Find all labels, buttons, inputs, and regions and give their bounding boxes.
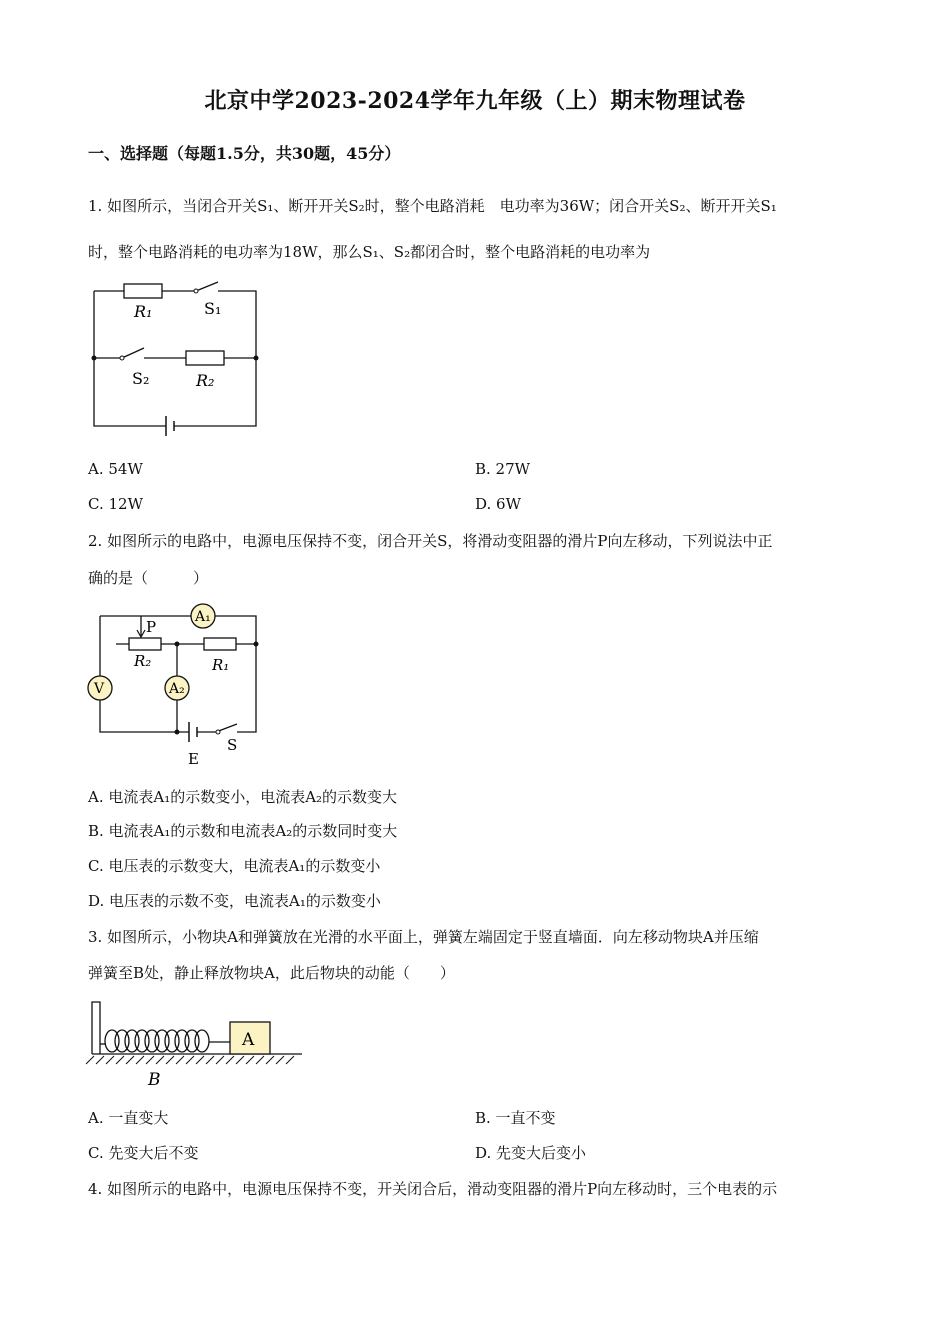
- q3-option-c: C. 先变大后不变: [88, 1144, 199, 1162]
- q2-text-line2: 确的是（ ）: [88, 569, 209, 587]
- q2-r2-label: R₂: [134, 652, 152, 670]
- q2-ammeter-a1-label: A₁: [195, 609, 211, 625]
- q1-option-c: C. 12W: [88, 495, 143, 513]
- q2-option-c: C. 电压表的示数变大，电流表A₁的示数变小: [88, 857, 381, 875]
- q1-option-d: D. 6W: [475, 495, 521, 513]
- q1-s2-label: S₂: [132, 369, 150, 388]
- section-heading: 一、选择题（每题1.5分，共30题，45分）: [88, 144, 401, 163]
- q3-spring-diagram: [84, 996, 310, 1090]
- q3-text-line1: 3. 如图所示，小物块A和弹簧放在光滑的水平面上，弹簧左端固定于竖直墙面．向左移动物块A并压缩: [88, 928, 759, 946]
- q2-voltmeter-label: V: [94, 681, 105, 697]
- q2-source-e-label: E: [188, 750, 199, 768]
- q2-slider-p-label: P: [146, 618, 157, 636]
- q4-text-line1: 4. 如图所示的电路中，电源电压保持不变，开关闭合后，滑动变阻器的滑片P向左移动时，三个电表的示: [88, 1180, 778, 1198]
- q2-text-line1: 2. 如图所示的电路中，电源电压保持不变，闭合开关S，将滑动变阻器的滑片P向左移动，下列说法中正: [88, 532, 773, 550]
- q2-option-d: D. 电压表的示数不变，电流表A₁的示数变小: [88, 892, 381, 910]
- q1-circuit-diagram: [84, 276, 274, 446]
- page-title: 北京中学2023-2024学年九年级（上）期末物理试卷: [204, 88, 746, 114]
- q3-option-a: A. 一直变大: [88, 1109, 169, 1127]
- q1-s1-label: S₁: [204, 299, 222, 318]
- q3-block-label: A: [242, 1030, 255, 1050]
- q1-text-line1: 1. 如图所示，当闭合开关S₁、断开开关S₂时，整个电路消耗 电功率为36W；闭合开关S₂、断开开关S₁: [88, 197, 777, 215]
- q2-option-b: B. 电流表A₁的示数和电流表A₂的示数同时变大: [88, 822, 398, 840]
- q2-r1-label: R₁: [212, 656, 230, 674]
- q1-option-a: A. 54W: [88, 460, 143, 478]
- q1-text-line2: 时，整个电路消耗的电功率为18W，那么S₁、S₂都闭合时，整个电路消耗的电功率为: [88, 243, 651, 261]
- q3-point-b-label: B: [148, 1070, 161, 1090]
- q2-circuit-diagram: [86, 600, 272, 772]
- q1-r1-label: R₁: [134, 302, 153, 321]
- q3-option-d: D. 先变大后变小: [475, 1144, 587, 1162]
- q3-text-line2: 弹簧至B处，静止释放物块A，此后物块的动能（ ）: [88, 964, 455, 982]
- q1-option-b: B. 27W: [475, 460, 531, 478]
- q2-switch-s-label: S: [227, 736, 238, 754]
- q3-option-b: B. 一直不变: [475, 1109, 556, 1127]
- q2-option-a: A. 电流表A₁的示数变小，电流表A₂的示数变大: [88, 788, 398, 806]
- q2-ammeter-a2-label: A₂: [169, 681, 185, 697]
- q1-r2-label: R₂: [196, 371, 215, 390]
